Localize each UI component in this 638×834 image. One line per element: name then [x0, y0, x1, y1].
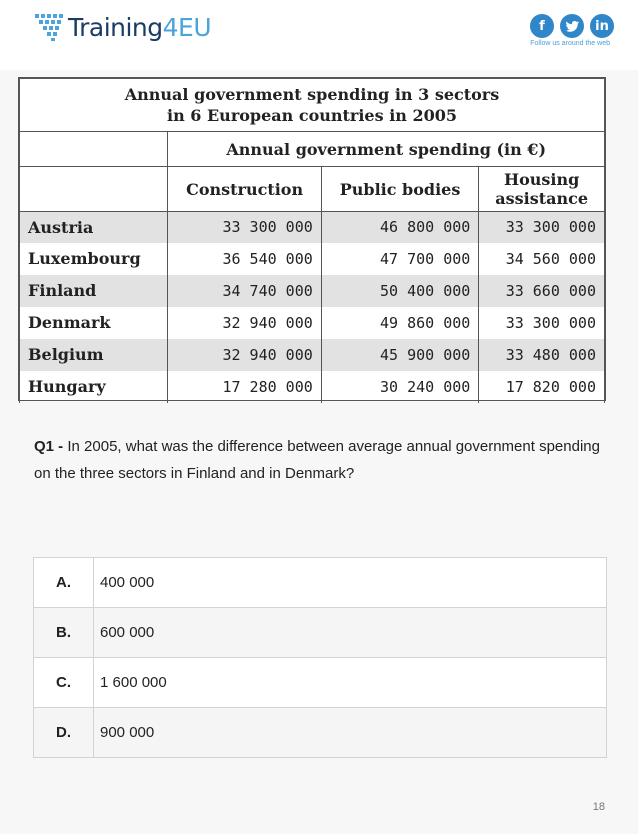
column-header: Housing assistance — [479, 167, 605, 212]
table-row: Luxembourg 36 540 000 47 700 000 34 560 000 — [20, 243, 605, 275]
twitter-icon[interactable] — [560, 14, 584, 38]
answer-option-a[interactable]: A. 400 000 — [34, 558, 606, 607]
answer-option-d[interactable]: D. 900 000 — [34, 707, 606, 757]
table-row: Austria 33 300 000 46 800 000 33 300 000 — [20, 212, 605, 243]
question-body: In 2005, what was the difference between average annual government spending on the three sectors in Finland and in Denmark? — [34, 438, 600, 482]
spending-table — [18, 77, 606, 401]
twitter-bird-icon — [566, 21, 579, 32]
logo-grid-icon — [34, 12, 66, 42]
facebook-icon[interactable]: f — [530, 14, 554, 38]
follow-text: Follow us around the web — [530, 40, 610, 47]
question-text — [34, 433, 614, 487]
question-label: Q1 - — [34, 438, 64, 455]
answer-option-b[interactable]: B. 600 000 — [34, 607, 606, 657]
column-header: Public bodies — [321, 167, 479, 212]
table-row: Belgium 32 940 000 45 900 000 33 480 000 — [20, 339, 605, 371]
table-title: Annual government spending in 3 sectors in 6 European countries in 2005 — [20, 79, 605, 132]
page-header — [0, 0, 638, 70]
table-row: Finland 34 740 000 50 400 000 33 660 000 — [20, 275, 605, 307]
social-links — [530, 14, 614, 38]
training4eu-logo[interactable] — [34, 12, 211, 42]
answer-option-c[interactable]: C. 1 600 000 — [34, 657, 606, 707]
page-number: 18 — [592, 801, 605, 813]
linkedin-icon[interactable]: in — [590, 14, 614, 38]
answer-options — [33, 557, 607, 758]
table-row: Hungary 17 280 000 30 240 000 17 820 000 — [20, 371, 605, 403]
column-header: Construction — [168, 167, 321, 212]
table-supertitle: Annual government spending (in €) — [168, 132, 605, 167]
table-row: Denmark 32 940 000 49 860 000 33 300 000 — [20, 307, 605, 339]
logo-text: Training4EU — [68, 12, 212, 42]
